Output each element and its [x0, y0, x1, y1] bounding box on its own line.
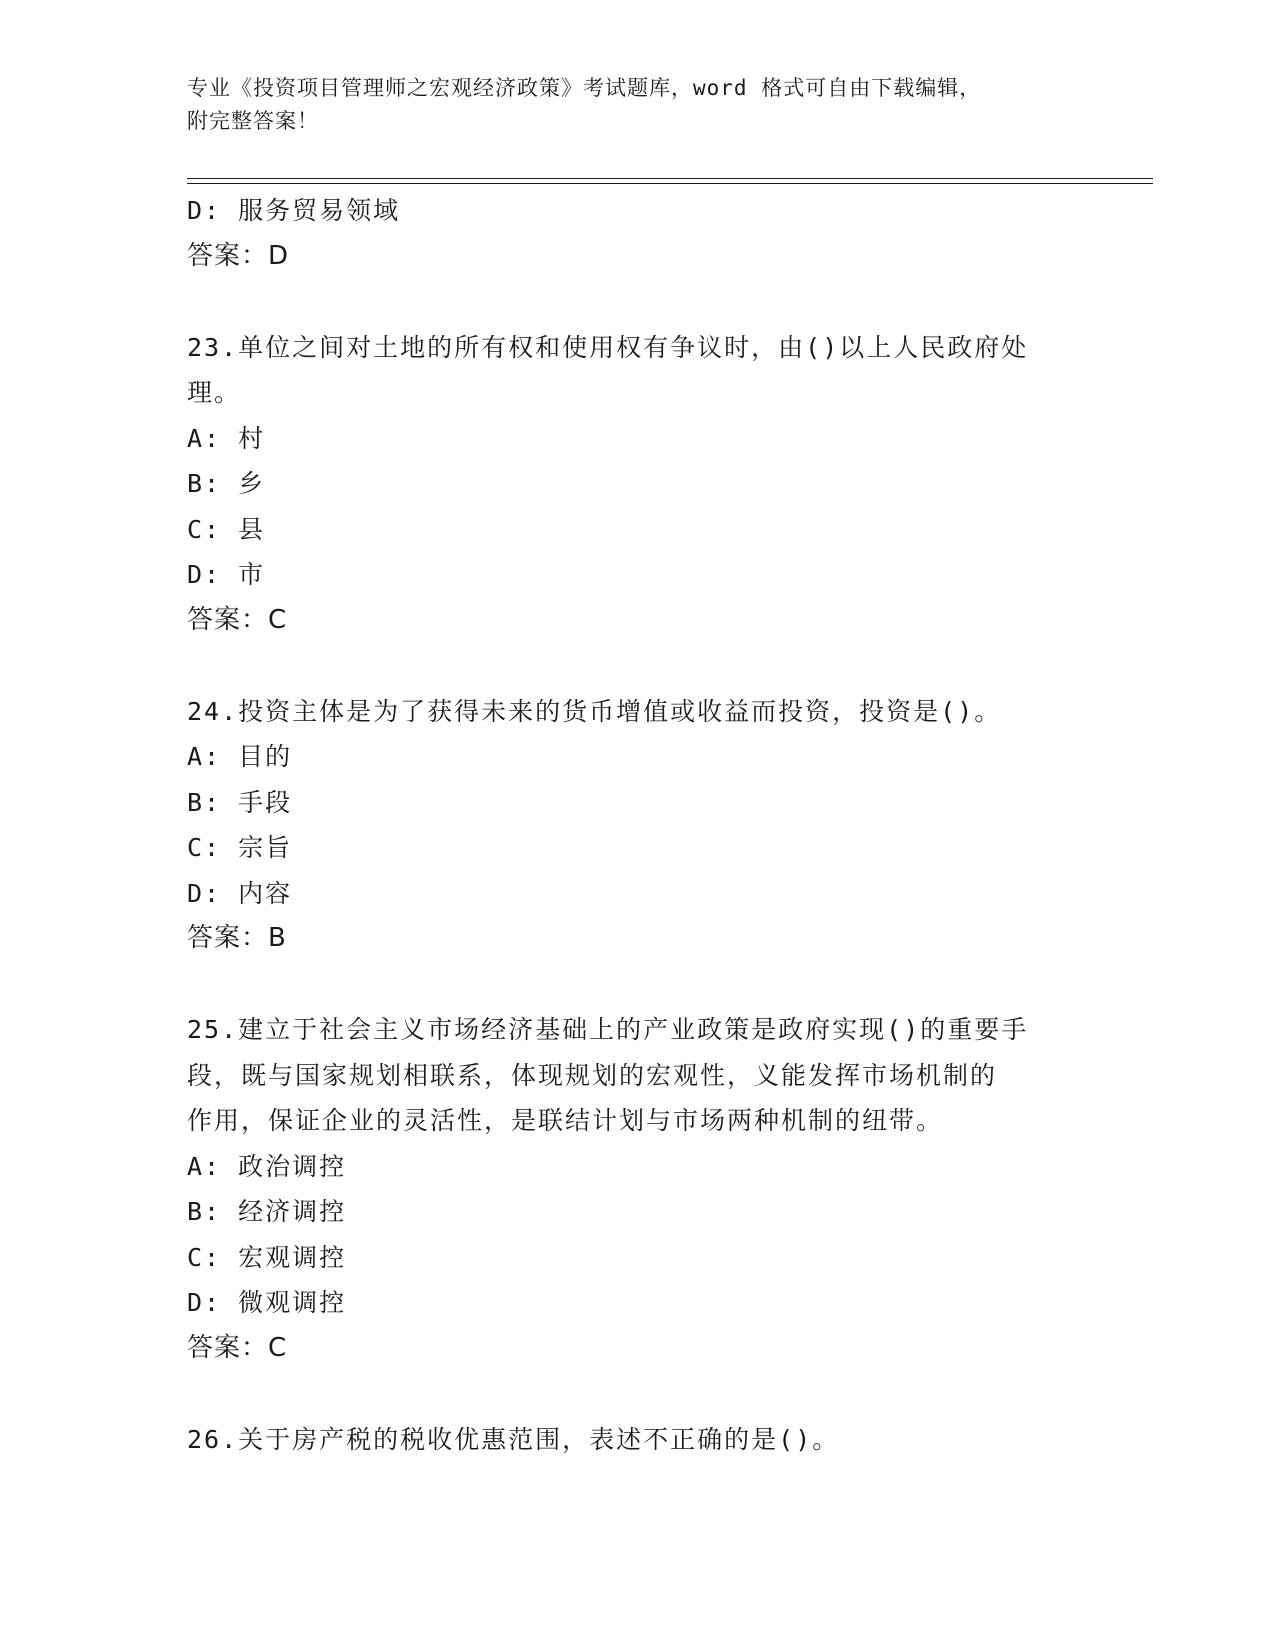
- option-a: A: 政治调控: [187, 1151, 347, 1181]
- question-25: [187, 1007, 1087, 1371]
- question-text-line: 23.单位之间对土地的所有权和使用权有争议时，由()以上人民政府处: [187, 332, 1029, 362]
- document-header: [187, 72, 1087, 138]
- option-a: A: 目的: [187, 742, 293, 771]
- header-rule-top: [187, 178, 1153, 179]
- header-line-1: 专业《投资项目管理师之宏观经济政策》考试题库，word 格式可自由下载编辑，: [187, 76, 982, 100]
- spacer: [187, 279, 1087, 325]
- prev-answer: 答案：D: [187, 240, 290, 271]
- header-rule-bottom: [187, 183, 1153, 184]
- option-d: D: 微观调控: [187, 1288, 347, 1317]
- question-text-line: 理。: [187, 378, 242, 407]
- option-b: B: 乡: [187, 469, 266, 498]
- option-a: A: 村: [187, 423, 266, 453]
- answer: 答案：B: [187, 923, 287, 953]
- question-text-line: 24.投资主体是为了获得未来的货币增值或收益而投资，投资是()。: [187, 696, 1002, 726]
- option-b: B: 手段: [187, 787, 293, 817]
- option-c: C: 县: [187, 514, 266, 544]
- question-23: [187, 325, 1087, 644]
- spacer: [187, 643, 1087, 689]
- question-24: [187, 689, 1087, 962]
- question-text-line: 作用，保证企业的灵活性，是联结计划与市场两种机制的纽带。: [187, 1106, 944, 1135]
- option-c: C: 宏观调控: [187, 1242, 347, 1272]
- answer: 答案：C: [187, 604, 288, 635]
- option-d: D: 内容: [187, 878, 293, 908]
- question-26: [187, 1417, 1087, 1463]
- option-c: C: 宗旨: [187, 833, 293, 862]
- question-text-line: 段，既与国家规划相联系，体现规划的宏观性，义能发挥市场机制的: [187, 1060, 998, 1090]
- answer: 答案：C: [187, 1332, 288, 1363]
- option-d: D: 市: [187, 560, 266, 589]
- option-b: B: 经济调控: [187, 1197, 347, 1226]
- question-content: [187, 188, 1087, 1462]
- prev-option-d: D: 服务贸易领域: [187, 196, 401, 225]
- spacer: [187, 962, 1087, 1008]
- question-text-line: 25.建立于社会主义市场经济基础上的产业政策是政府实现()的重要手: [187, 1015, 1029, 1044]
- header-line-2: 附完整答案！: [187, 109, 319, 133]
- question-text-line: 26.关于房产税的税收优惠范围，表述不正确的是()。: [187, 1424, 840, 1454]
- spacer: [187, 1371, 1087, 1417]
